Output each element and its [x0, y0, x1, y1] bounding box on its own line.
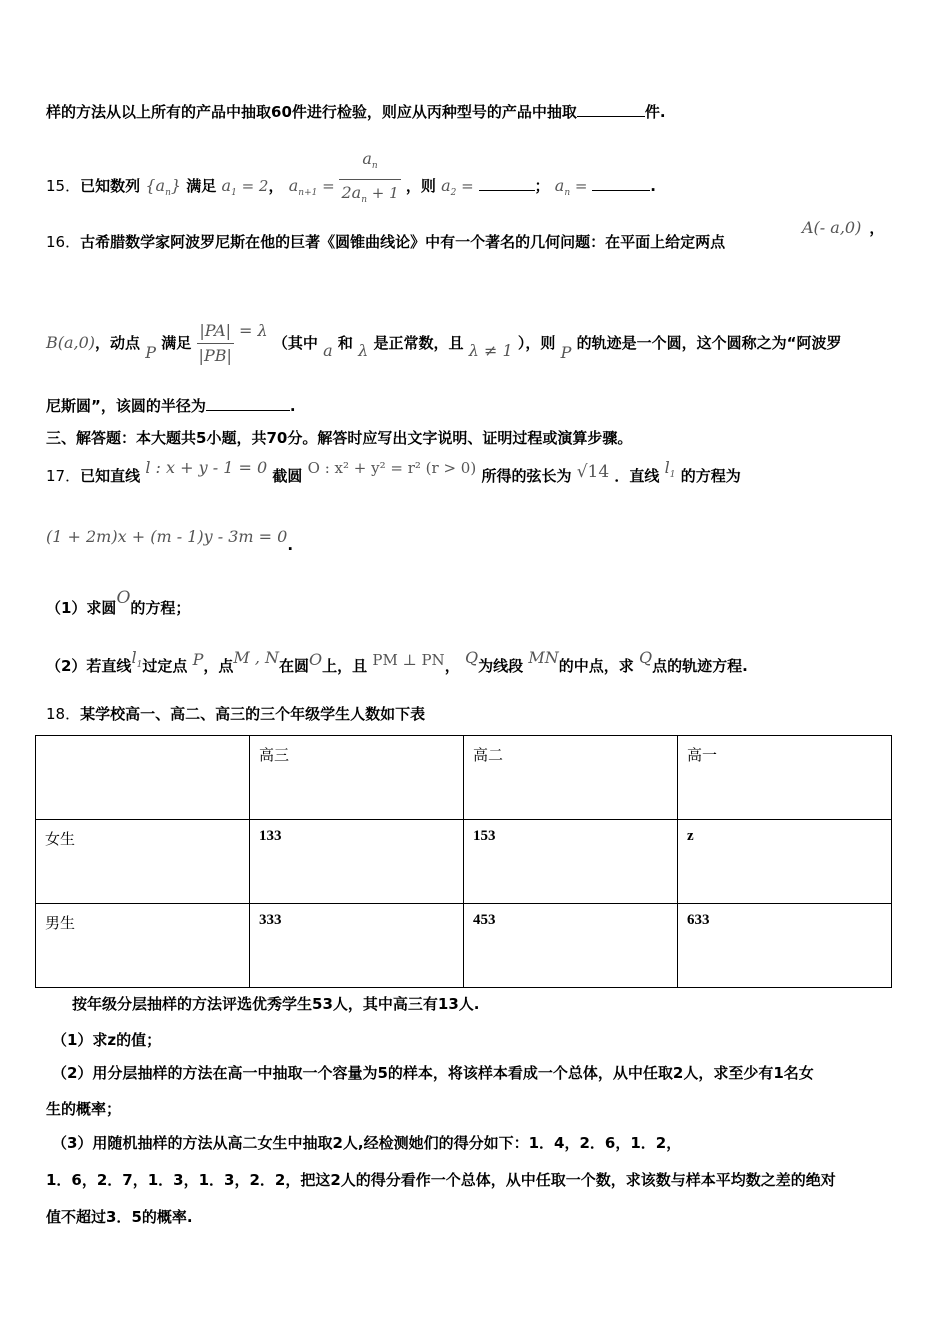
- table-cell: 153: [464, 820, 678, 904]
- question-16-line1: [46, 232, 725, 252]
- circle-equation: O : x² + y² = r² (r > 0): [307, 459, 477, 477]
- answer-blank[interactable]: [577, 102, 645, 117]
- table-header-cell: 高二: [464, 736, 678, 820]
- q15-text-3: ，则: [405, 177, 436, 196]
- q15-end: .: [650, 177, 656, 196]
- ratio-formula: $\frac{|PA|}{|PB|}$ = λ: [198, 321, 268, 365]
- sequence-symbol: $\{a_n\}$: [145, 176, 182, 199]
- chord-length: √14: [576, 462, 610, 482]
- table-cell: 453: [464, 904, 678, 988]
- table-row: [36, 904, 892, 988]
- table-header-cell: 高三: [250, 736, 464, 820]
- q15-semicolon: ；: [534, 177, 550, 196]
- q16-text-1: 古希腊数学家阿波罗尼斯在他的巨著《圆锥曲线论》中有一个著名的几何问题：在平面上给定两点: [80, 233, 726, 251]
- recurrence-formula: $a_{n+1}$ = $\frac{a_n}{2a_n + 1}$: [289, 176, 401, 195]
- table-cell: z: [678, 820, 892, 904]
- answer-blank-an[interactable]: [592, 176, 650, 191]
- question-16-line2: B(a,0)，动点 P 满足 $\frac{|PA|}{|PB|}$ = λ （其中 a 和 λ 是正常数，且 λ ≠ 1 ），则 P 的轨迹是一个圆，这个圆称之为“阿波罗: [46, 321, 842, 365]
- point-p: P: [145, 343, 157, 362]
- question-16-line3: 尼斯圆”，该圆的半径为 .: [46, 397, 296, 415]
- an-symbol: $a_n$ =: [554, 176, 593, 199]
- question-17: 17．已知直线 l : x + y - 1 = 0 截圆 O : x² + y² = r² (r > 0) 所得的弦长为 √14 ．直线 $l_1$ 的方程为: [46, 458, 741, 485]
- question-15: [46, 149, 656, 213]
- table-row: [36, 820, 892, 904]
- question-18-part1: （1）求z的值；: [52, 1031, 162, 1049]
- student-table: [35, 735, 892, 988]
- table-cell: 女生: [36, 820, 250, 904]
- question-number: 16．: [46, 233, 81, 251]
- question-14-tail: [46, 102, 666, 122]
- table-header-cell: [36, 736, 250, 820]
- question-18-title: 18．某学校高一、高二、高三的三个年级学生人数如下表: [46, 705, 426, 723]
- point-a: A(- a,0) ，: [802, 218, 885, 237]
- question-number: 15．: [46, 177, 81, 196]
- section-title: 三、解答题：本大题共5小题，共70分。解答时应写出文字说明、证明过程或演算步骤。: [46, 429, 633, 447]
- q15-text-2: 满足: [186, 177, 217, 196]
- line-l-equation: l : x + y - 1 = 0: [145, 458, 268, 477]
- answer-blank-a2[interactable]: [479, 176, 535, 191]
- table-cell: 633: [678, 904, 892, 988]
- table-header-cell: 高一: [678, 736, 892, 820]
- table-cell: 133: [250, 820, 464, 904]
- line-l1-equation: (1 + 2m)x + (m - 1)y - 3m = 0.: [46, 527, 294, 554]
- question-18-part2-line1: （2）用分层抽样的方法在高一中抽取一个容量为5的样本，将该样本看成一个总体，从中任取2人，求至少有1名女: [52, 1064, 814, 1082]
- question-18-part3-line2: 1．6，2．7，1．3，1．3，2．2，把这2人的得分看作一个总体，从中任取一个数，求该数与样本平均数之差的绝对: [46, 1171, 836, 1189]
- question-17-part1: （1）求圆O的方程；: [46, 588, 191, 617]
- question-18-part2-line2: 生的概率；: [46, 1100, 122, 1118]
- a2-symbol: $a_2$ =: [441, 176, 479, 199]
- question-14-text: 样的方法从以上所有的产品中抽取60件进行检验，则应从丙种型号的产品中抽取: [46, 103, 577, 121]
- question-17-part2: （2）若直线$l_1$过定点 P，点M , N在圆O上，且 PM ⊥ PN， Q为线段 MN的中点，求 Q点的轨迹方程.: [46, 648, 748, 675]
- a1-expression: $a_1 = 2$: [221, 176, 269, 199]
- table-cell: 男生: [36, 904, 250, 988]
- question-18-part3-line3: 值不超过3．5的概率.: [46, 1208, 193, 1226]
- question-18-intro: 按年级分层抽样的方法评选优秀学生53人，其中高三有13人.: [72, 995, 480, 1013]
- answer-blank-radius[interactable]: [206, 396, 290, 411]
- table-cell: 333: [250, 904, 464, 988]
- question-18-part3-line1: （3）用随机抽样的方法从高二女生中抽取2人,经检测她们的得分如下：1．4，2．6，1．2，: [52, 1134, 682, 1152]
- question-14-end: 件.: [644, 103, 666, 121]
- point-b: B(a,0): [46, 333, 96, 352]
- table-header-row: [36, 736, 892, 820]
- q15-text-1: 已知数列: [80, 177, 141, 196]
- q15-comma: ，: [268, 177, 284, 196]
